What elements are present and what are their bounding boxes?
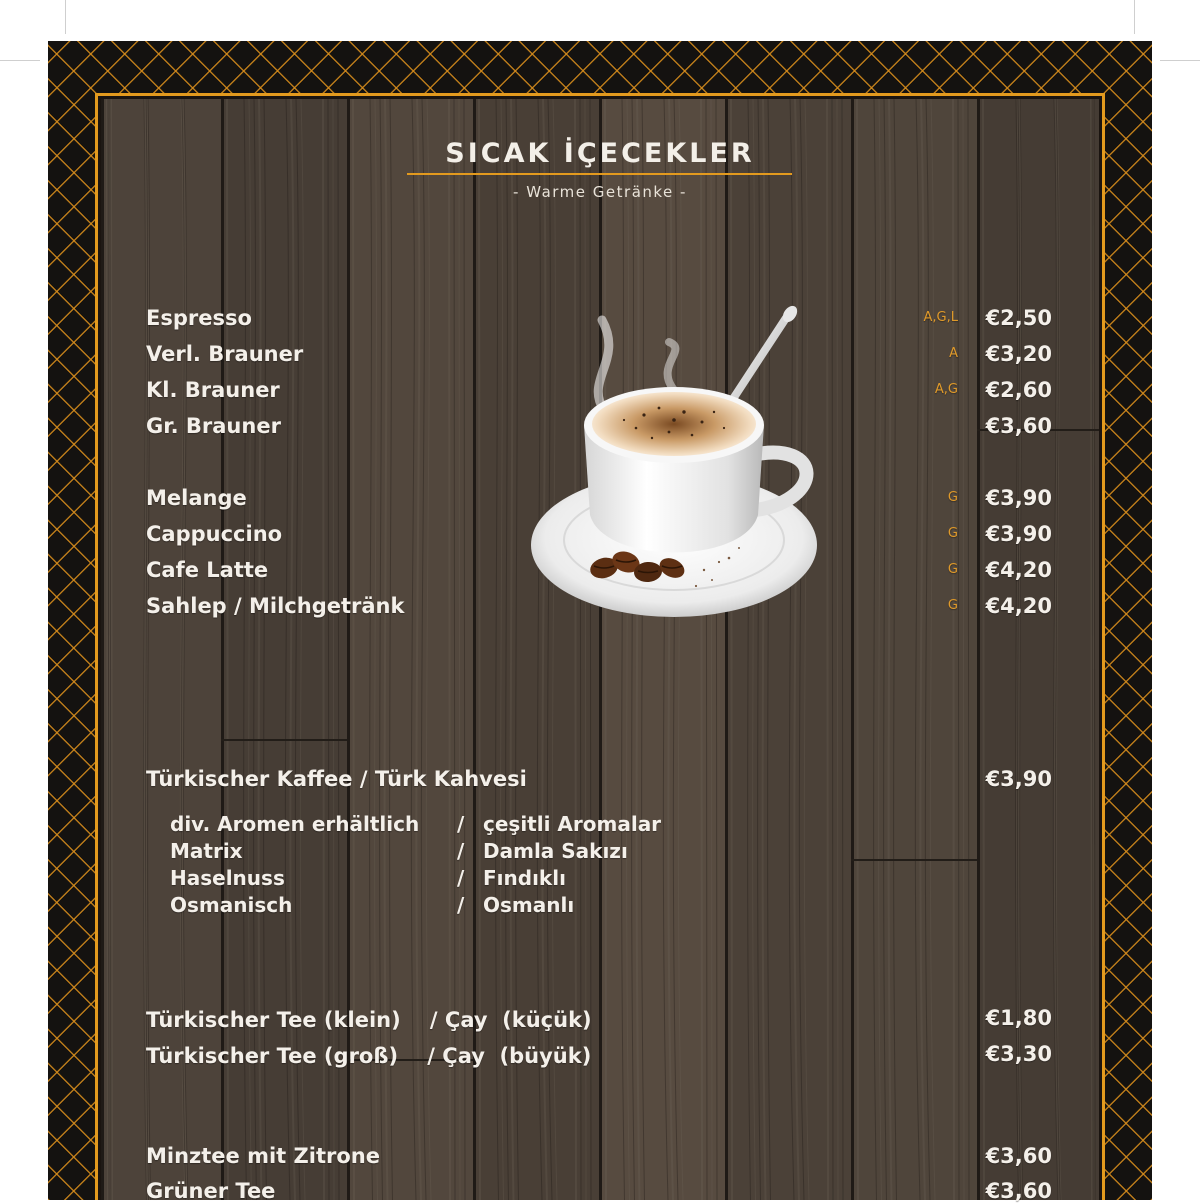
aroma-separator: / [457,893,465,917]
menu-item-name: Türkischer Tee (klein) / Çay (küçük) [146,1008,592,1032]
menu-item-name: Verl. Brauner [146,342,304,366]
allergen-code: G [947,598,958,613]
menu-item-name: Minztee mit Zitrone [146,1144,380,1168]
menu-item-price: €1,80 [985,1006,1052,1030]
aroma-turkish: Osmanlı [483,893,575,917]
menu-item-name: Türkischer Kaffee / Türk Kahvesi [146,767,527,791]
coffee-cup-saucer-icon [524,300,824,625]
allergen-code: A,G,L [923,310,958,325]
allergen-code: G [947,526,958,541]
crop-mark-right-vertical [1134,0,1135,34]
aroma-separator: / [457,866,465,890]
menu-item-price: €3,60 [985,1179,1052,1203]
allergen-code: G [947,562,958,577]
menu-item-name: Grüner Tee [146,1179,276,1203]
menu-item-price: €3,20 [985,342,1052,366]
aroma-german: Osmanisch [170,893,293,917]
aroma-turkish: Damla Sakızı [483,839,628,863]
aroma-german: div. Aromen erhältlich [170,812,420,836]
aroma-separator: / [457,812,465,836]
title-underline [407,173,792,175]
menu-item-price: €3,60 [985,414,1052,438]
aroma-german: Matrix [170,839,243,863]
aroma-separator: / [457,839,465,863]
menu-title: SICAK İÇECEKLER [445,138,755,169]
menu-item-name: Sahlep / Milchgetränk [146,594,405,618]
allergen-code: G [947,490,958,505]
menu-item-price: €3,90 [985,486,1052,510]
menu-item-price: €3,60 [985,1144,1052,1168]
wood-planks [101,99,1099,1200]
menu-item-name: Melange [146,486,247,510]
menu-item-price: €2,60 [985,378,1052,402]
menu-item-price: €3,30 [985,1042,1052,1066]
menu-item-name: Gr. Brauner [146,414,281,438]
menu-item-price: €3,90 [985,767,1052,791]
aroma-turkish: çeşitli Aromalar [483,812,662,836]
menu-item-price: €4,20 [985,558,1052,582]
allergen-code: A [949,346,958,361]
menu-item-name: Türkischer Tee (groß) / Çay (büyük) [146,1044,592,1068]
menu-item-price: €4,20 [985,594,1052,618]
aroma-turkish: Fındıklı [483,866,566,890]
menu-subtitle: - Warme Getränke - [513,183,687,201]
menu-item-name: Cappuccino [146,522,283,546]
menu-item-name: Kl. Brauner [146,378,280,402]
aroma-german: Haselnuss [170,866,285,890]
menu-item-price: €2,50 [985,306,1052,330]
crop-mark-left-vertical [65,0,66,34]
wood-background [101,99,1099,1200]
allergen-code: A,G [934,382,958,397]
menu-item-name: Cafe Latte [146,558,269,582]
menu-item-name: Espresso [146,306,252,330]
crop-mark-left-horizontal [0,60,40,61]
menu-item-price: €3,90 [985,522,1052,546]
crop-mark-right-horizontal [1160,60,1200,61]
